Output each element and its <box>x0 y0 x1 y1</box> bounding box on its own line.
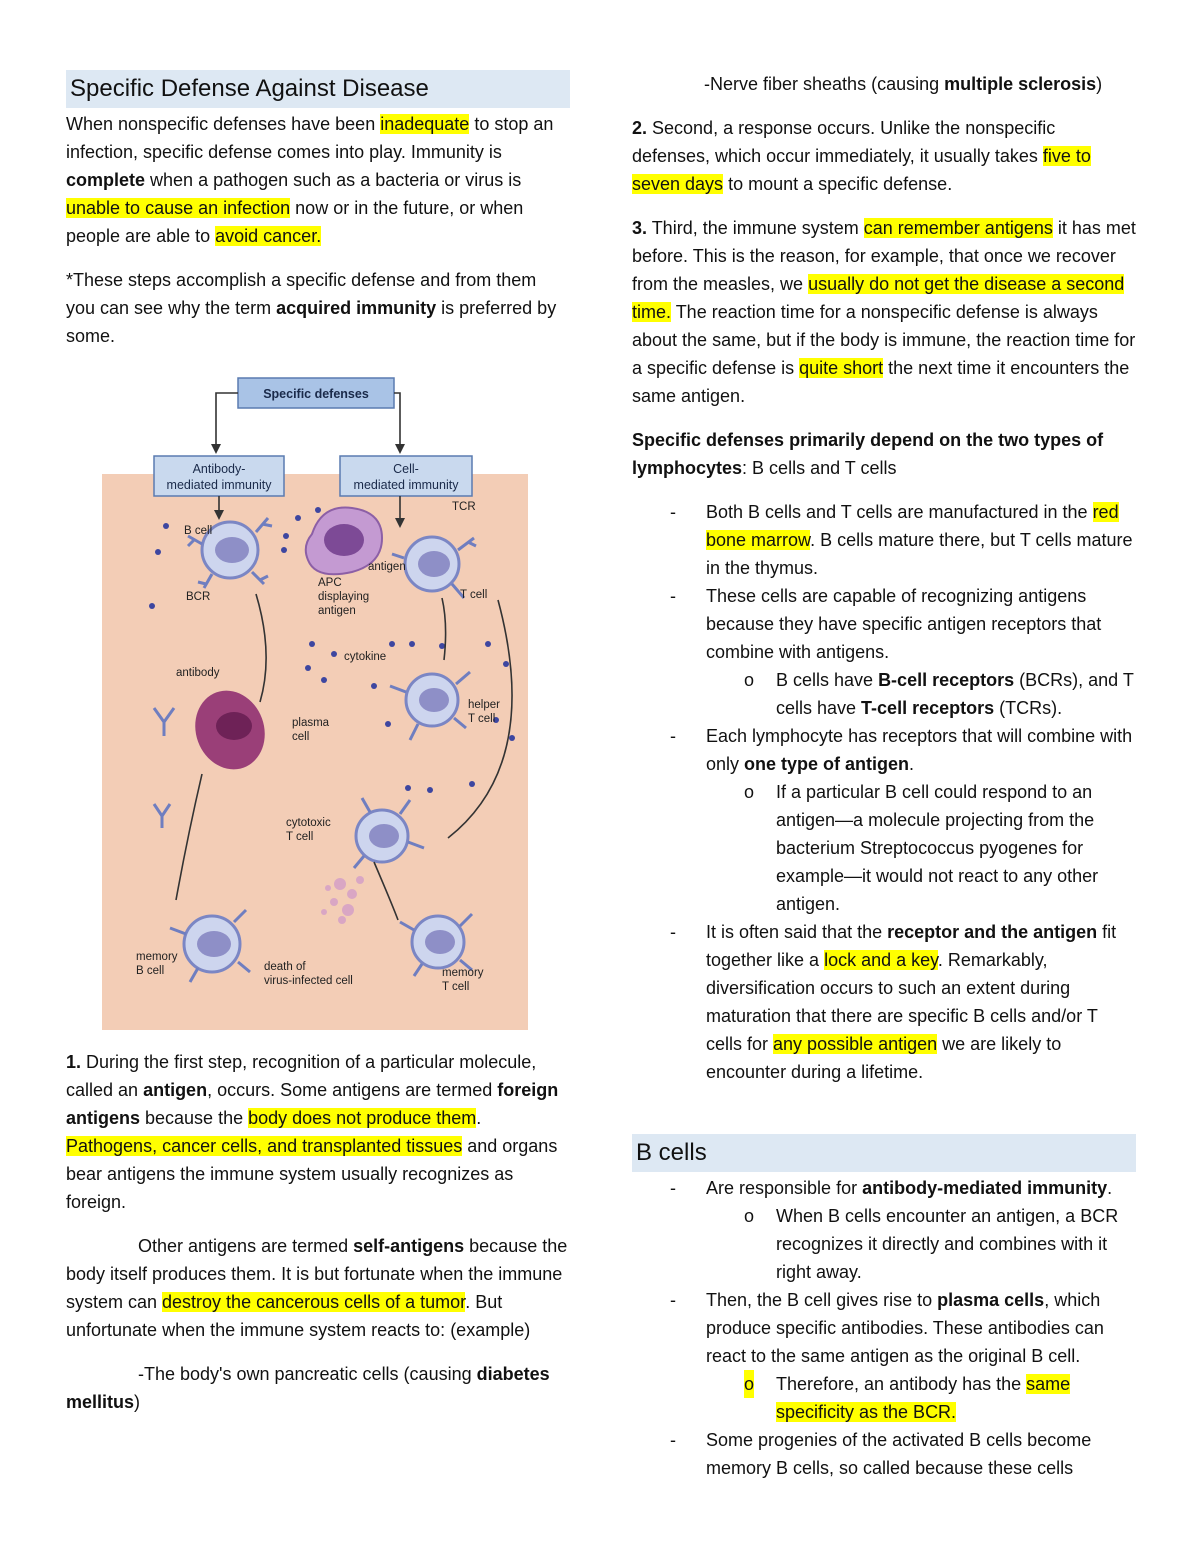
text: to mount a specific defense. <box>723 174 953 194</box>
bold-term: plasma cells <box>937 1290 1045 1310</box>
highlight: usually do not get the disease a second time. <box>632 274 1125 322</box>
specific-defenses-diagram <box>102 374 532 1034</box>
step2-paragraph <box>632 114 1136 198</box>
top-box-label: Specific defenses <box>263 387 369 401</box>
step-number: 1. <box>66 1052 82 1072</box>
highlight: destroy the cancerous cells of a tumor <box>162 1292 466 1312</box>
label-cytotoxic-1: cytotoxic <box>286 817 331 829</box>
sub-list <box>706 778 1136 918</box>
highlight: inadequate <box>380 114 470 134</box>
text: (BCRs), and T cells have <box>776 670 1134 718</box>
highlight: can remember antigens <box>863 218 1053 238</box>
text: Both B cells and T cells are manufactured in the <box>706 502 1093 522</box>
text: The reaction time for a nonspecific defense is always about the same, but if the body is immune, the reaction time for a specific defense is <box>632 302 1136 378</box>
text: Therefore, an antibody has the <box>776 1374 1027 1394</box>
step1-paragraph <box>66 1048 570 1216</box>
text: It is often said that the <box>706 922 888 942</box>
text: and organs bear antigens the immune system usually recognizes as foreign. <box>66 1136 558 1212</box>
label-antibody: antibody <box>176 667 220 679</box>
text: When B cells encounter an antigen, a BCR recognizes it directly and combines with it right away. <box>776 1206 1119 1282</box>
bold-term: diabetes mellitus <box>66 1364 550 1412</box>
dash-bullet: - <box>670 1290 676 1310</box>
text: *These steps accomplish a specific defense and from them you can see why the term <box>66 270 537 318</box>
text: During the first step, recognition of a particular molecule, called an <box>66 1052 537 1100</box>
label-memory-b-2: B cell <box>136 965 165 977</box>
right-column <box>632 70 1136 1494</box>
highlight: quite short <box>799 358 884 378</box>
text: . <box>1107 1178 1113 1198</box>
text: : B cells and T cells <box>742 458 897 478</box>
bold-term: B-cell receptors <box>878 670 1015 690</box>
o-bullet: o <box>744 1370 754 1398</box>
bold-term: antigen <box>143 1080 208 1100</box>
bold-term: complete <box>66 170 146 190</box>
label-memory-t-1: memory <box>442 967 484 979</box>
text: . Remarkably, diversification occurs to such an extent during maturation that there are specific B cells and/or T cells for <box>706 950 1098 1054</box>
text: These cells are capable of recognizing antigens because they have specific antigen receptors that combine with antigens. <box>706 586 1102 662</box>
text: Third, the immune system <box>647 218 864 238</box>
label-t-cell: T cell <box>460 589 488 601</box>
text: Other antigens are termed <box>138 1236 354 1256</box>
pancreas-example <box>66 1360 570 1416</box>
text: ) <box>134 1392 141 1412</box>
text: now or in the future, or when people are able to <box>66 198 524 246</box>
page-title: Specific Defense Against Disease <box>66 70 570 108</box>
diagram-svg <box>102 374 532 1034</box>
highlight: Pathogens, cancer cells, and transplanted tissues <box>66 1136 463 1156</box>
text: Are responsible for <box>706 1178 863 1198</box>
label-bcr: BCR <box>186 591 211 603</box>
text: Some progenies of the activated B cells become memory B cells, so called because these cells <box>706 1430 1092 1478</box>
sub-list-item <box>706 1202 1136 1286</box>
o-bullet: o <box>744 782 755 802</box>
text: . <box>476 1108 482 1128</box>
label-helper-2: T cell <box>468 713 496 725</box>
highlight: unable to cause an infection <box>66 198 291 218</box>
o-bullet: o <box>744 670 755 690</box>
highlight: avoid cancer. <box>215 226 322 246</box>
text: we are likely to encounter during a lifetime. <box>706 1034 1062 1082</box>
bold-term: acquired immunity <box>276 298 437 318</box>
connector-arrowheads <box>211 444 405 454</box>
highlight: any possible antigen <box>773 1034 938 1054</box>
text: . <box>909 754 915 774</box>
label-apc-3: antigen <box>318 605 356 617</box>
label-plasma-2: cell <box>292 731 310 743</box>
highlight: body does not produce them <box>248 1108 477 1128</box>
label-death-1: death of <box>264 961 306 973</box>
sub-list-item <box>706 778 1136 918</box>
b-cells-list <box>632 1174 1136 1482</box>
text: is preferred by some. <box>66 298 557 346</box>
highlight: lock and a key <box>824 950 938 970</box>
label-death-2: virus-infected cell <box>264 975 353 987</box>
step-number: 2. <box>632 118 648 138</box>
text: . But unfortunate when the immune system reacts to: (example) <box>66 1292 531 1340</box>
cell-box-line2: mediated immunity <box>353 478 459 492</box>
steps-note-paragraph <box>66 266 570 350</box>
text: fit together like a <box>706 922 1117 970</box>
highlight: same specificity as the BCR. <box>776 1374 1071 1422</box>
nerve-example <box>632 70 1136 98</box>
dash-bullet: - <box>670 586 676 606</box>
dash-bullet: - <box>670 1430 676 1450</box>
bold-term: multiple sclerosis <box>944 74 1097 94</box>
step3-paragraph <box>632 214 1136 410</box>
text: Second, a response occurs. Unlike the nonspecific defenses, which occur immediately, it usually takes <box>632 118 1056 166</box>
bold-term: T-cell receptors <box>861 698 995 718</box>
cell-box-line1: Cell- <box>393 462 419 476</box>
list-item <box>632 1286 1136 1426</box>
dash-bullet: - <box>670 922 676 942</box>
lymphocytes-paragraph <box>632 426 1136 482</box>
bold-term: receptor and the antigen <box>887 922 1098 942</box>
list-item <box>632 918 1136 1086</box>
bold-term: self-antigens <box>353 1236 465 1256</box>
text: -Nerve fiber sheaths (causing <box>704 74 945 94</box>
sub-list-item <box>706 666 1136 722</box>
text: ) <box>1096 74 1103 94</box>
list-item <box>632 1174 1136 1286</box>
left-column <box>66 70 570 1432</box>
list-item <box>632 1426 1136 1482</box>
label-b-cell: B cell <box>184 525 213 537</box>
bold-term: one type of antigen <box>744 754 910 774</box>
dash-bullet: - <box>670 1178 676 1198</box>
step-number: 3. <box>632 218 648 238</box>
list-item <box>632 582 1136 722</box>
label-apc-1: APC <box>318 577 342 589</box>
text: when a pathogen such as a bacteria or virus is <box>145 170 522 190</box>
intro-paragraph <box>66 110 570 250</box>
label-antigen: antigen <box>368 561 406 573</box>
label-tcr: TCR <box>452 501 476 513</box>
text: If a particular B cell could respond to an antigen—a molecule projecting from the bacterium Streptococcus pyogenes for example—it would not react to any other antigen. <box>776 782 1099 914</box>
antibody-box-line1: Antibody- <box>192 462 246 476</box>
label-helper-1: helper <box>468 699 500 711</box>
sub-list <box>706 666 1136 722</box>
text: When nonspecific defenses have been <box>66 114 381 134</box>
text: (TCRs). <box>994 698 1063 718</box>
sub-list <box>706 1370 1136 1426</box>
label-apc-2: displaying <box>318 591 370 603</box>
text: to stop an infection, specific defense comes into play. Immunity is <box>66 114 554 162</box>
self-antigens-paragraph <box>66 1232 570 1344</box>
highlight: five to seven days <box>632 146 1091 194</box>
label-cytokine: cytokine <box>344 651 387 663</box>
b-cells-heading: B cells <box>632 1134 1136 1172</box>
text: because the <box>140 1108 249 1128</box>
sub-list <box>706 1202 1136 1286</box>
bold-term: foreign antigens <box>66 1080 559 1128</box>
list-item <box>632 722 1136 918</box>
lymphocyte-list <box>632 498 1136 1086</box>
text: because the body itself produces them. It is but fortunate when the immune system can <box>66 1236 568 1312</box>
dash-bullet: - <box>670 502 676 522</box>
label-cytotoxic-2: T cell <box>286 831 314 843</box>
list-item <box>632 498 1136 582</box>
antibody-box-line2: mediated immunity <box>166 478 272 492</box>
bold-term: antibody-mediated immunity <box>862 1178 1108 1198</box>
o-bullet: o <box>744 1206 755 1226</box>
label-plasma-1: plasma <box>292 717 330 729</box>
text: it has met before. This is the reason, for example, that once we recover from the measles, we <box>632 218 1136 294</box>
text: B cells have <box>776 670 879 690</box>
dash-bullet: - <box>670 726 676 746</box>
text: the next time it encounters the same antigen. <box>632 358 1130 406</box>
text: Then, the B cell gives rise to <box>706 1290 938 1310</box>
highlight: red bone marrow <box>706 502 1119 550</box>
label-memory-t-2: T cell <box>442 981 470 993</box>
bold-term: Specific defenses primarily depend on the two types of lymphocytes <box>632 430 1104 478</box>
label-memory-b-1: memory <box>136 951 178 963</box>
text: , which produce specific antibodies. These antibodies can react to the same antigen as the original B cell. <box>706 1290 1104 1366</box>
sub-list-item <box>706 1370 1136 1426</box>
text: -The body's own pancreatic cells (causing <box>138 1364 477 1384</box>
text: . B cells mature there, but T cells mature in the thymus. <box>706 530 1133 578</box>
text: Each lymphocyte has receptors that will combine with only <box>706 726 1133 774</box>
text: , occurs. Some antigens are termed <box>207 1080 498 1100</box>
